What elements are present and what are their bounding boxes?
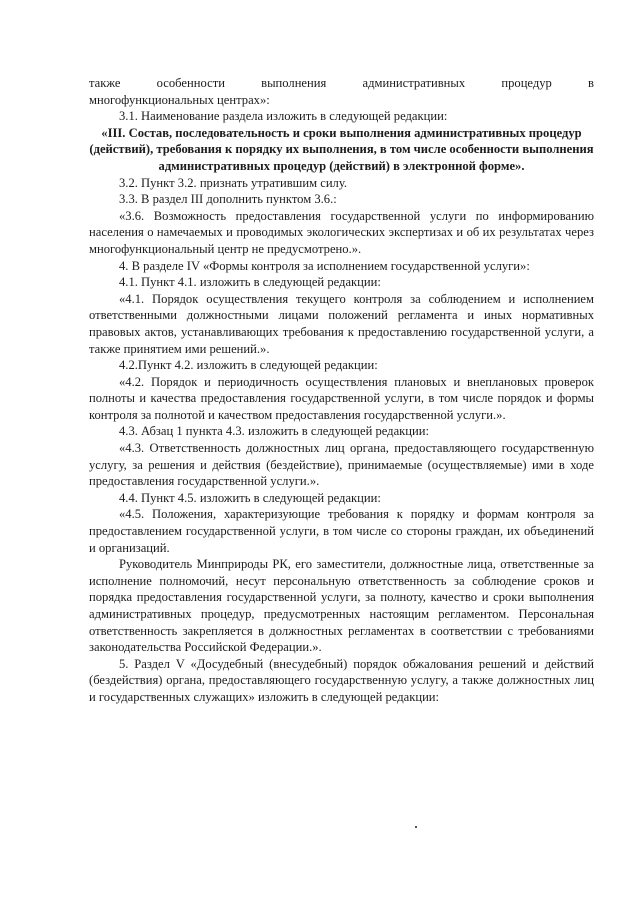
paragraph-3: 3.1. Наименование раздела изложить в следующей редакции: <box>119 109 448 124</box>
paragraph-15: 4.4. Пункт 4.5. изложить в следующей редакции: <box>119 490 381 505</box>
paragraph-6: 3.3. В раздел III дополнить пунктом 3.6.: <box>119 192 337 207</box>
paragraph-16: «4.5. Положения, характеризующие требования к порядку и формам контроля за предоставлением государственной услуги, в том числе со стороны граждан, их объединений и организаций. <box>89 507 594 555</box>
paragraph-12: «4.2. Порядок и периодичность осуществления плановых и внеплановых проверок полноты и качества предоставления государственной услуги, в том числе порядок и формы контроля за полнотой и качеством предоставления государственной услуги.». <box>89 374 594 422</box>
paragraph-18: 5. Раздел V «Досудебный (внесудебный) порядок обжалования решений и действий (бездействия) органа, предоставляющего государственную услугу, а также должностных лиц и государственных служащих» изложить в следующей редакции: <box>89 656 594 704</box>
section-heading: «III. Состав, последовательность и сроки выполнения административных процедур (действий), требования к порядку их выполнения, в том числе особенности выполнения административных процедур (действий) в электронной форме». <box>89 125 594 173</box>
paragraph-14: «4.3. Ответственность должностных лиц органа, предоставляющего государственную услугу, за решения и действия (бездействие), принимаемые (осуществляемые) ими в ходе предоставления государственной услуги.». <box>89 441 594 489</box>
paragraph-7: «3.6. Возможность предоставления государственной услуги по информированию населения о намечаемых и проводимых экологических экспертизах и об их результатах через многофункциональный центр не предусмотрено.». <box>89 208 594 256</box>
paragraph-5: 3.2. Пункт 3.2. признать утратившим силу. <box>119 175 348 190</box>
paragraph-10: «4.1. Порядок осуществления текущего контроля за соблюдением и исполнением ответственными должностными лицами положений регламента и иных нормативных правовых актов, устанавливающих требования к предоставлению государственной услуги, а также принятием ими решений.». <box>89 291 594 356</box>
paragraph-13: 4.3. Абзац 1 пункта 4.3. изложить в следующей редакции: <box>119 424 430 439</box>
paragraph-11: 4.2.Пункт 4.2. изложить в следующей редакции: <box>119 358 378 373</box>
paragraph-17: Руководитель Минприроды РК, его заместители, должностные лица, ответственные за исполнение полномочий, несут персональную ответственность за соблюдение сроков и порядка предоставления государственной услуги, за полноту, качество и сроки выполнения административных процедур, предусмотренных настоящим регламентом. Персональная ответственность закрепляется в должностных регламентах в соответствии с требованиями законодательства Российской Федерации.». <box>89 557 594 655</box>
paragraph-2: многофункциональных центрах»: <box>89 92 270 107</box>
paragraph-9: 4.1. Пункт 4.1. изложить в следующей редакции: <box>119 275 381 290</box>
paragraph-8: 4. В разделе IV «Формы контроля за исполнением государственной услуги»: <box>119 258 530 273</box>
scan-speck <box>415 826 417 828</box>
paragraph-1: также особенности выполнения административных процедур в <box>89 76 594 90</box>
